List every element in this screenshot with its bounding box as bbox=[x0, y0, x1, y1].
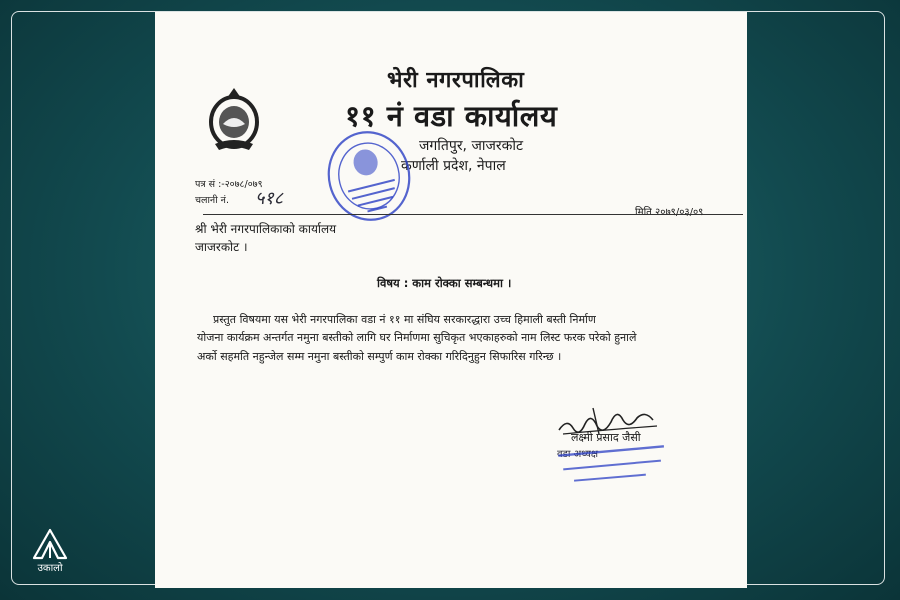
body-line-3: अर्को सहमति नहुन्जेल सम्म नमुना बस्तीको सम्पुर्ण काम रोक्का गरिदिनुहुन सिफारिस गरिन्छ । bbox=[197, 350, 562, 363]
dispatch-number: ५१८ bbox=[255, 188, 284, 209]
dispatch-label: चलानी नं. bbox=[195, 195, 229, 206]
municipality-name: भेरी नगरपालिका bbox=[387, 68, 525, 93]
letter-number: पत्र सं :-२०७८/०७९ bbox=[195, 179, 263, 190]
signatory-role: वडा अध्यक्ष bbox=[557, 449, 599, 460]
header-divider bbox=[203, 214, 743, 215]
letter-date: मिति २०७९/०३/०९ bbox=[635, 207, 704, 218]
nepal-emblem-icon bbox=[205, 84, 263, 154]
body-line-2: योजना कार्यक्रम अन्तर्गत नमुना बस्तीको लागि घर निर्माणमा सुचिकृत भएकाहरुको नाम लिस्ट फरक परेको हुनाले bbox=[197, 331, 637, 344]
letter-document bbox=[155, 12, 747, 588]
ukalo-logo-text: उकालो bbox=[37, 563, 63, 574]
office-seal-stamp bbox=[323, 128, 415, 224]
ukalo-logo-icon bbox=[30, 528, 70, 560]
address-line-2: कर्णाली प्रदेश, नेपाल bbox=[401, 158, 506, 174]
recipient-line-1: श्री भेरी नगरपालिकाको कार्यालय bbox=[195, 222, 337, 236]
ward-office-title: ११ नं वडा कार्यालय bbox=[345, 99, 558, 133]
body-line-1: प्रस्तुत विषयमा यस भेरी नगरपालिका वडा नं ११ मा संघिय सरकारद्धारा उच्च हिमाली बस्ती निर्माण bbox=[213, 313, 596, 326]
recipient-line-2: जाजरकोट । bbox=[195, 240, 248, 254]
signatory-name: लक्ष्मी प्रसाद जैसी bbox=[571, 431, 641, 444]
signature-stamp bbox=[553, 442, 671, 486]
address-line-1: जगतिपुर, जाजरकोट bbox=[419, 138, 524, 154]
letter-subject: विषय : काम रोक्का सम्बन्धमा । bbox=[377, 276, 512, 290]
